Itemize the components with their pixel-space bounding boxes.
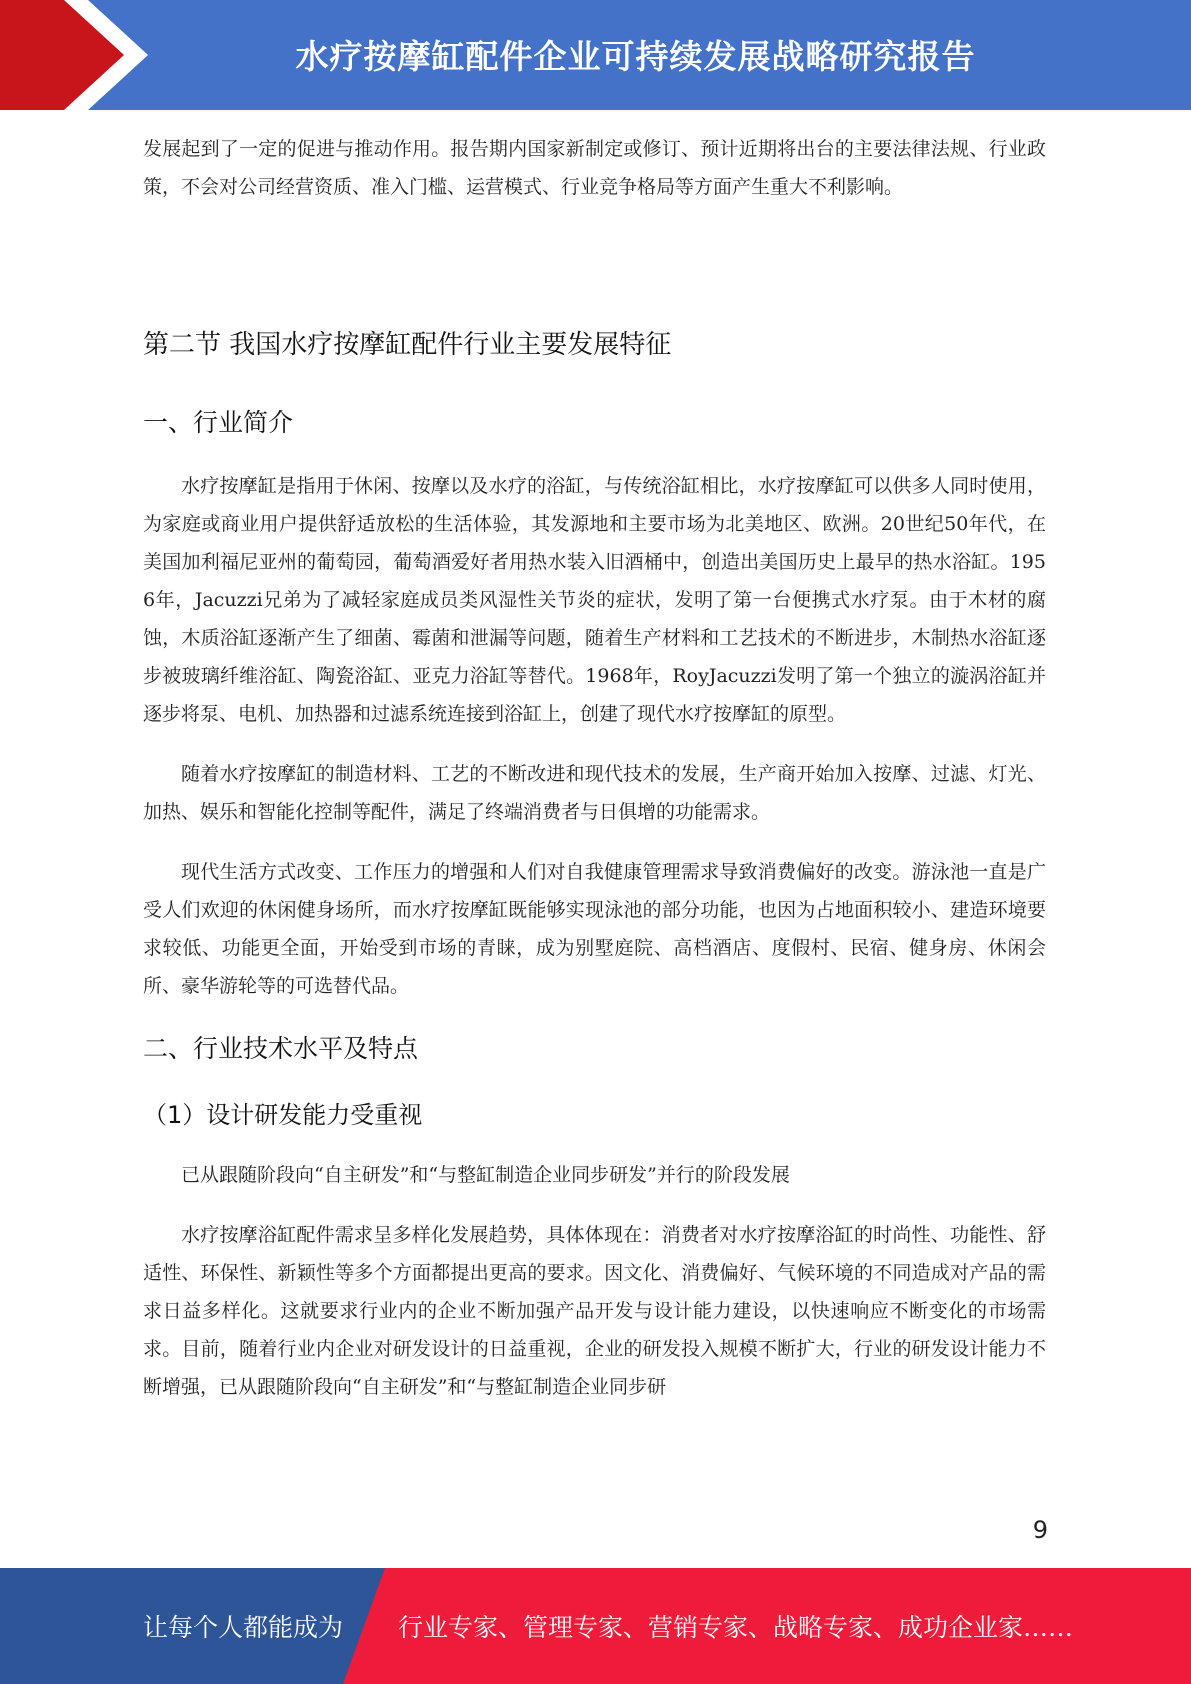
paragraph-intro-3: 现代生活方式改变、工作压力的增强和人们对自我健康管理需求导致消费偏好的改变。游泳池一直是广受人们欢迎的休闲健身场所，而水疗按摩缸既能够实现泳池的部分功能，也因为占地面积较小、建造环境要求较低、功能更全面，开始受到市场的青睐，成为别墅庭院、高档酒店、度假村、民宿、健身房、休闲会所、豪华游轮等的可选替代品。	[143, 861, 1046, 997]
item-lead-sentence: 已从跟随阶段向“自主研发”和“与整缸制造企业同步研发”并行的阶段发展	[181, 1164, 790, 1186]
section-title: 第二节 我国水疗按摩缸配件行业主要发展特征	[143, 330, 672, 360]
item-title-design: （1）设计研发能力受重视	[143, 1101, 423, 1129]
page-footer	[0, 1568, 1191, 1684]
paragraph-intro-1: 水疗按摩缸是指用于休闲、按摩以及水疗的浴缸，与传统浴缸相比，水疗按摩缸可以供多人同时使用，为家庭或商业用户提供舒适放松的生活体验，其发源地和主要市场为北美地区、欧洲。20世纪50年代，在美国加利福尼亚州的葡萄园，葡萄酒爱好者用热水装入旧酒桶中，创造出美国历史上最早的热水浴缸。1956年，Jacuzzi兄弟为了减轻家庭成员类风湿性关节炎的症状，发明了第一台便携式水疗泵。由于木材的腐蚀，木质浴缸逐渐产生了细菌、霉菌和泄漏等问题，随着生产材料和工艺技术的不断进步，木制热水浴缸逐步被玻璃纤维浴缸、陶瓷浴缸、亚克力浴缸等替代。1968年，RoyJacuzzi发明了第一个独立的漩涡浴缸并逐步将泵、电机、加热器和过滤系统连接到浴缸上，创建了现代水疗按摩缸的原型。	[143, 475, 1046, 725]
page-content	[143, 130, 1046, 1406]
report-title: 水疗按摩缸配件企业可持续发展战略研究报告	[295, 36, 976, 76]
intro-paragraph: 发展起到了一定的促进与推动作用。报告期内国家新制定或修订、预计近期将出台的主要法律法规、行业政策，不会对公司经营资质、准入门槛、运营模式、行业竞争格局等方面产生重大不利影响。	[143, 138, 1046, 198]
footer-slogan-right: 行业专家、管理专家、营销专家、战略专家、成功企业家……	[398, 1613, 1074, 1642]
page-header	[0, 0, 1191, 112]
page-number: 9	[1032, 1516, 1048, 1544]
paragraph-design: 水疗按摩浴缸配件需求呈多样化发展趋势，具体体现在：消费者对水疗按摩浴缸的时尚性、功能性、舒适性、环保性、新颖性等多个方面都提出更高的要求。因文化、消费偏好、气候环境的不同造成对产品的需求日益多样化。这就要求行业内的企业不断加强产品开发与设计能力建设，以快速响应不断变化的市场需求。目前，随着行业内企业对研发设计的日益重视，企业的研发投入规模不断扩大，行业的研发设计能力不断增强，已从跟随阶段向“自主研发”和“与整缸制造企业同步研	[143, 1224, 1046, 1398]
subsection-title-intro: 一、行业简介	[143, 408, 294, 437]
footer-slogan-left: 让每个人都能成为	[143, 1613, 344, 1642]
paragraph-intro-2: 随着水疗按摩缸的制造材料、工艺的不断改进和现代技术的发展，生产商开始加入按摩、过滤、灯光、加热、娱乐和智能化控制等配件，满足了终端消费者与日俱增的功能需求。	[143, 763, 1046, 823]
subsection-title-tech: 二、行业技术水平及特点	[143, 1034, 419, 1063]
